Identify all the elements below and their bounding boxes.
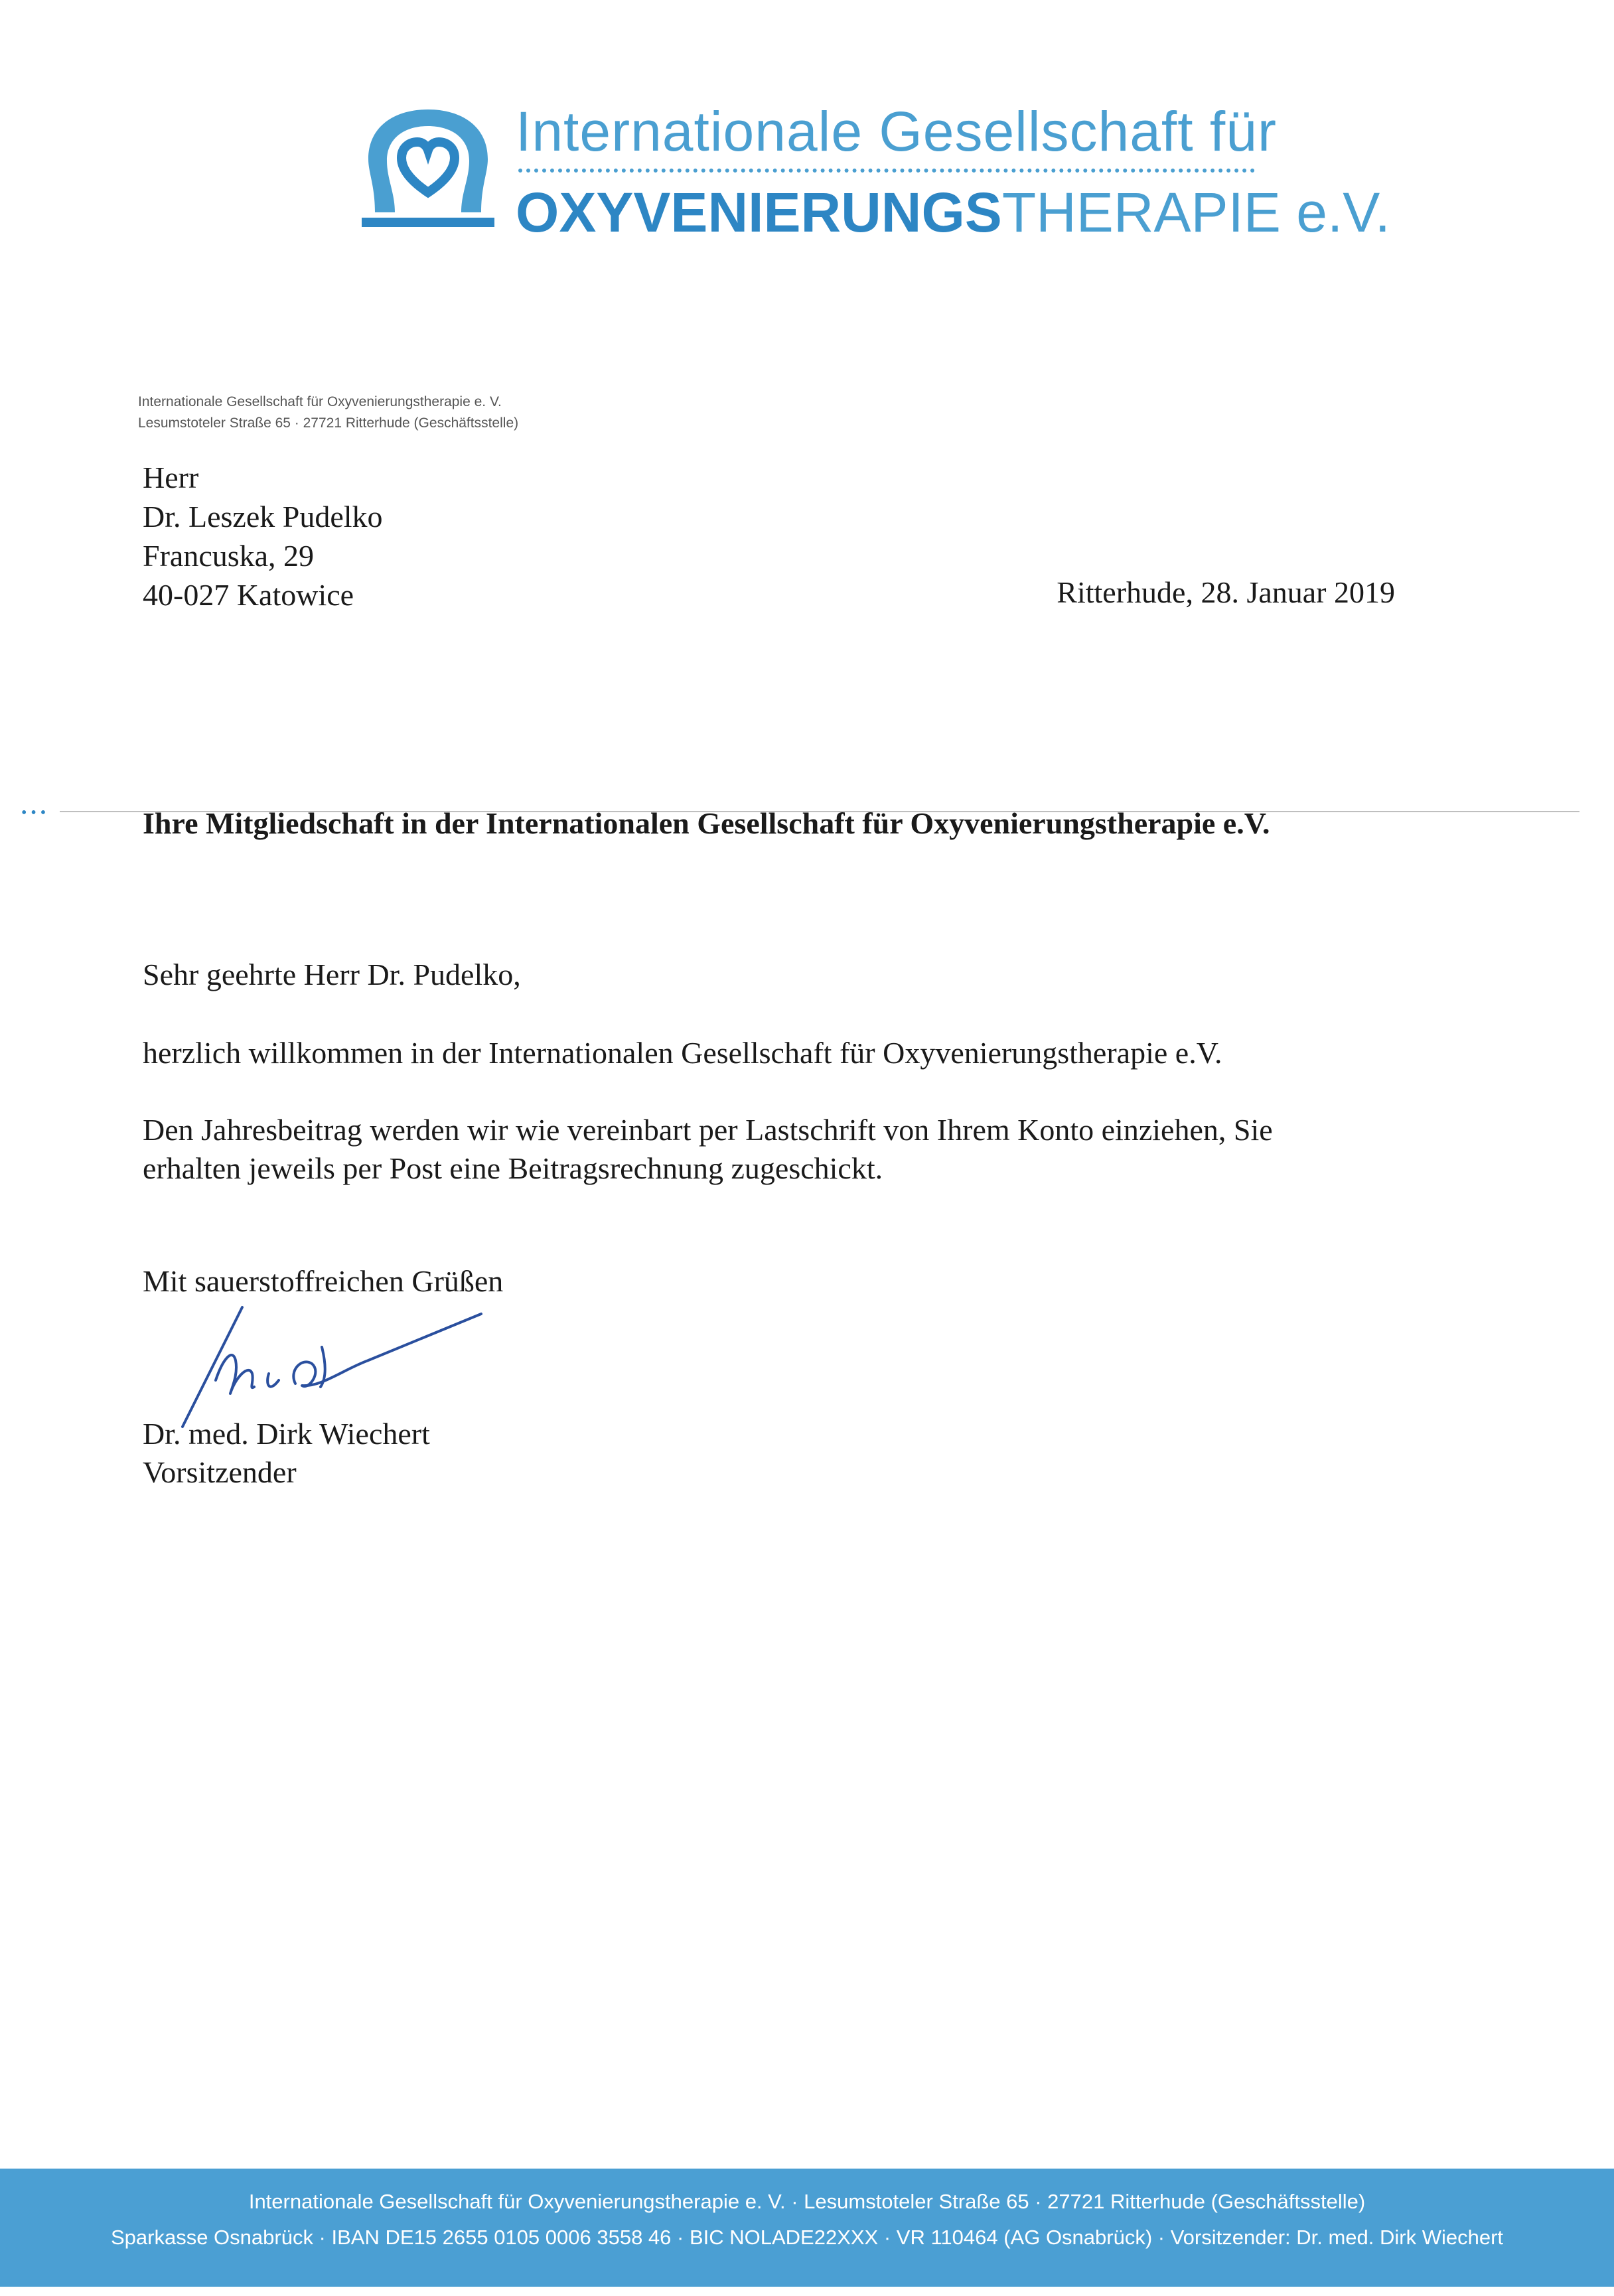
signer-name: Dr. med. Dirk Wiechert (143, 1417, 430, 1451)
logo-title-light: THERAPIE e.V. (1001, 181, 1390, 244)
footer-line-1: Internationale Gesellschaft für Oxyvenierungstherapie e. V. · Lesumstoteler Straße 65 · 27721 Ritterhude (Geschäftsstelle) (248, 2190, 1366, 2213)
logo-title-line2 (516, 180, 1390, 245)
letter-subject: Ihre Mitgliedschaft in der Internationalen Gesellschaft für Oxyvenierungstherapie e.V. (143, 806, 1270, 840)
letter-paragraph-2-line-1: Den Jahresbeitrag werden wir wie vereinbart per Lastschrift von Ihrem Konto einziehen, Sie (143, 1113, 1273, 1147)
punch-mark-icon: ••• (21, 804, 50, 822)
logo-dotted-divider (518, 169, 1255, 173)
heart-logo-icon (362, 106, 494, 239)
letter-paragraph-2 (143, 1111, 1470, 1188)
recipient-street: Francuska, 29 (143, 539, 315, 573)
organization-logo (362, 100, 1390, 252)
recipient-city: 40-027 Katowice (143, 578, 354, 612)
signer-role: Vorsitzender (143, 1455, 297, 1489)
letter-paragraph-2-line-2: erhalten jeweils per Post eine Beitragsrechnung zugeschickt. (143, 1151, 883, 1185)
recipient-address (143, 458, 383, 614)
handwritten-signature (169, 1301, 501, 1433)
sender-return-address (138, 392, 518, 434)
logo-title-line1: Internationale Gesellschaft für (516, 100, 1277, 163)
footer-line-2: Sparkasse Osnabrück · IBAN DE15 2655 0105 0006 3558 46 · BIC NOLADE22XXX · VR 110464 (AG Osnabrück) · Vorsitzender: Dr. med. Dirk Wiechert (110, 2226, 1504, 2249)
recipient-name: Dr. Leszek Pudelko (143, 500, 383, 534)
letter-closing: Mit sauerstoffreichen Grüßen (143, 1264, 504, 1298)
recipient-salutation: Herr (143, 461, 199, 494)
letter-footer (0, 2169, 1614, 2287)
letter-salutation: Sehr geehrte Herr Dr. Pudelko, (143, 958, 521, 991)
signer-block (143, 1415, 430, 1492)
letter-date: Ritterhude, 28. Januar 2019 (1057, 575, 1395, 609)
logo-title-bold: OXYVENIERUNGS (516, 181, 1002, 244)
sender-line-1: Internationale Gesellschaft für Oxyvenierungstherapie e. V. (138, 394, 502, 409)
letter-paragraph-1: herzlich willkommen in der Internationalen Gesellschaft für Oxyvenierungstherapie e.V. (143, 1036, 1222, 1070)
sender-line-2: Lesumstoteler Straße 65 · 27721 Ritterhude (Geschäftsstelle) (138, 415, 519, 431)
